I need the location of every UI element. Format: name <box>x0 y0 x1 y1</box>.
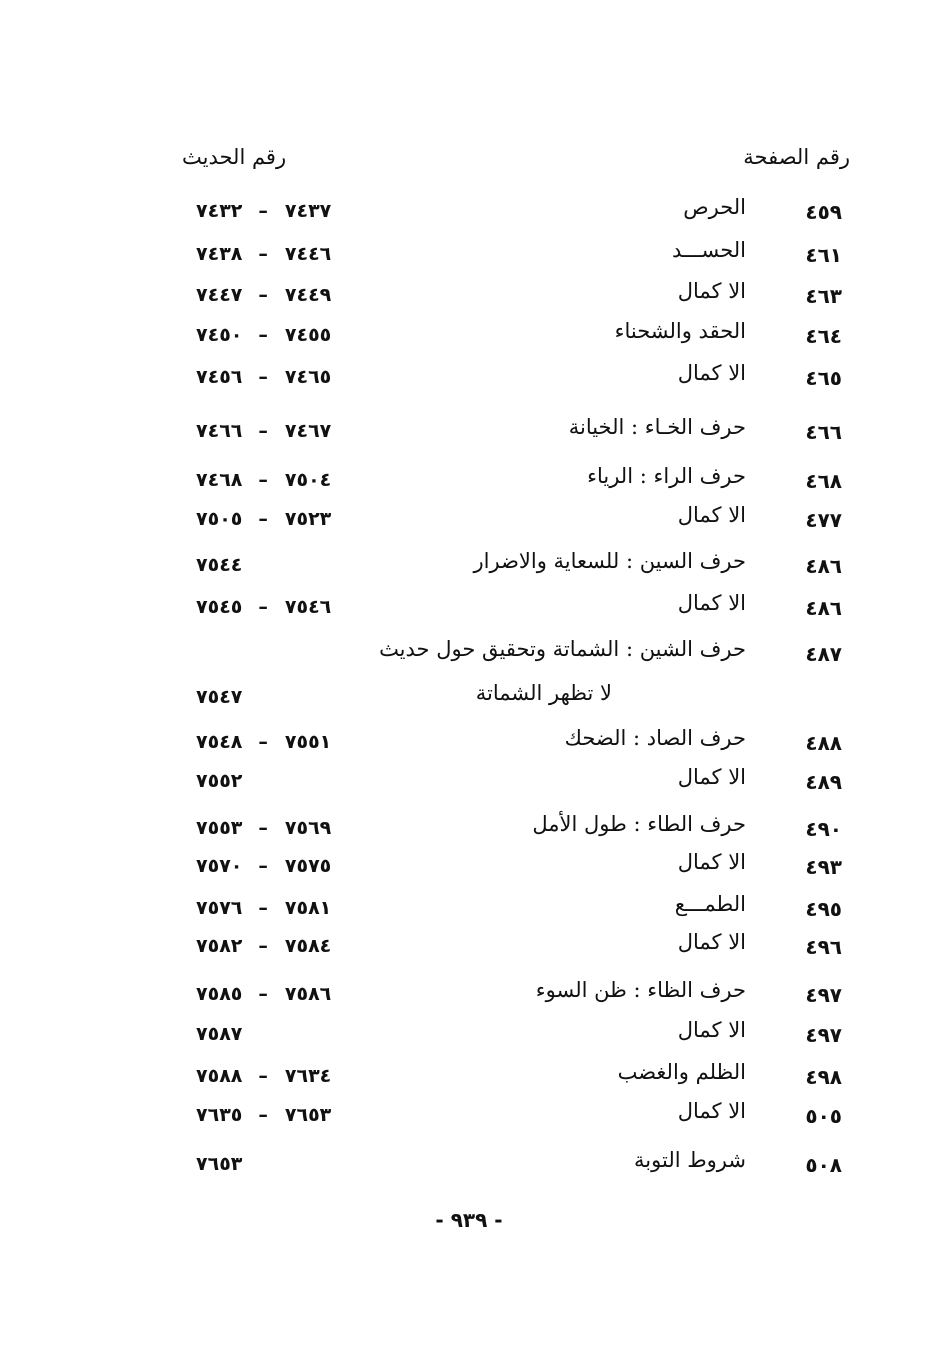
range-dash: – <box>258 469 269 491</box>
index-row <box>0 319 938 358</box>
hadith-range <box>196 200 331 222</box>
range-dash: – <box>258 284 269 306</box>
hadith-range <box>196 324 331 346</box>
hadith-range <box>196 1153 242 1175</box>
hadith-range-start: ٧٥٨٨ <box>196 1065 243 1087</box>
hadith-range-start: ٧٥٠٥ <box>196 508 243 530</box>
page-number: ٤٩٨ <box>805 1065 842 1089</box>
range-dash: – <box>258 596 269 618</box>
hadith-range <box>196 420 331 442</box>
index-row <box>0 1018 938 1057</box>
hadith-range-start: ٧٥٥٢ <box>196 770 243 792</box>
index-row <box>0 978 938 1017</box>
range-dash: – <box>258 935 269 957</box>
hadith-range <box>196 469 331 491</box>
index-row <box>0 503 938 542</box>
page-number: ٤٧٧ <box>805 508 842 532</box>
index-row <box>0 812 938 851</box>
hadith-range <box>196 554 242 576</box>
entry-title: الا كمال <box>677 279 746 303</box>
page-number: ٤٦٨ <box>805 469 842 493</box>
range-dash: – <box>258 817 269 839</box>
page-number: ٤٨٨ <box>805 731 842 755</box>
entry-title: حرف الراء : الرياء <box>587 464 746 488</box>
hadith-range-start: ٧٥٧٦ <box>196 897 243 919</box>
hadith-range-end: ٧٥٤٦ <box>284 596 332 618</box>
entry-title: الحســـد <box>671 238 746 262</box>
entry-title: الا كمال <box>677 765 746 789</box>
hadith-range-end: ٧٤٤٦ <box>284 243 332 265</box>
hadith-range <box>196 596 331 618</box>
hadith-range-end: ٧٥٥١ <box>284 731 332 753</box>
index-row <box>0 279 938 318</box>
hadith-range <box>196 366 331 388</box>
hadith-range-end: ٧٥٠٤ <box>284 469 332 491</box>
hadith-range-end: ٧٥٦٩ <box>284 817 332 839</box>
page-number: ٤٨٦ <box>805 596 842 620</box>
page-number: ٥٠٥ <box>805 1104 842 1128</box>
page-number: ٤٩٧ <box>805 1023 842 1047</box>
hadith-range-start: ٧٥٤٥ <box>196 596 243 618</box>
range-dash: – <box>258 855 269 877</box>
page-number: ٤٨٩ <box>805 770 842 794</box>
hadith-range-end: ٧٦٣٤ <box>284 1065 332 1087</box>
index-row <box>0 726 938 765</box>
entry-title: حرف الخـاء : الخيانة <box>568 415 746 439</box>
index-row <box>0 361 938 400</box>
hadith-range <box>196 897 331 919</box>
hadith-range <box>196 1065 331 1087</box>
hadith-range-start: ٧٤٥٠ <box>196 324 243 346</box>
hadith-range <box>196 508 331 530</box>
hadith-range <box>196 817 331 839</box>
entry-title: لا تظهر الشماتة <box>475 681 612 705</box>
index-row <box>0 681 938 720</box>
hadith-range-end: ٧٥٨٤ <box>284 935 332 957</box>
entry-title: الا كمال <box>677 591 746 615</box>
index-row <box>0 637 938 676</box>
hadith-range-start: ٧٥٨٢ <box>196 935 243 957</box>
hadith-range-end: ٧٤٦٧ <box>284 420 332 442</box>
index-row <box>0 195 938 234</box>
entry-title: حرف الطاء : طول الأمل <box>532 812 746 836</box>
hadith-range-start: ٧٦٣٥ <box>196 1104 243 1126</box>
hadith-range <box>196 1104 331 1126</box>
range-dash: – <box>258 420 269 442</box>
entry-title: الحرص <box>683 195 746 219</box>
hadith-range-start: ٧٥٤٨ <box>196 731 243 753</box>
page-number: ٤٦٦ <box>805 420 842 444</box>
entry-title: حرف الشين : الشماتة وتحقيق حول حديث <box>379 637 746 661</box>
entry-title: الظلم والغضب <box>617 1060 746 1084</box>
entry-title: حرف الظاء : ظن السوء <box>535 978 746 1002</box>
page-number: ٤٩٥ <box>805 897 842 921</box>
range-dash: – <box>258 366 269 388</box>
hadith-range-end: ٧٥٨٦ <box>284 983 332 1005</box>
range-dash: – <box>258 897 269 919</box>
entry-title: الا كمال <box>677 1099 746 1123</box>
hadith-range-start: ٧٥٨٧ <box>196 1023 243 1045</box>
range-dash: – <box>258 1104 269 1126</box>
page-number: ٤٨٧ <box>805 642 842 666</box>
hadith-range-end: ٧٤٣٧ <box>284 200 332 222</box>
entry-title: الطمـــع <box>674 892 746 916</box>
hadith-range <box>196 1023 242 1045</box>
hadith-range <box>196 983 331 1005</box>
range-dash: – <box>258 731 269 753</box>
index-row <box>0 415 938 454</box>
hadith-range-start: ٧٤٦٦ <box>196 420 243 442</box>
range-dash: – <box>258 324 269 346</box>
index-row <box>0 464 938 503</box>
entry-title: الا كمال <box>677 930 746 954</box>
hadith-range-start: ٧٤٤٧ <box>196 284 243 306</box>
hadith-range-end: ٧٤٤٩ <box>284 284 332 306</box>
hadith-range-start: ٧٦٥٣ <box>196 1153 243 1175</box>
index-row <box>0 892 938 931</box>
page-footer-number: - ٩٣٩ - <box>435 1208 503 1232</box>
page-number: ٤٦١ <box>805 243 842 267</box>
hadith-range-start: ٧٤٥٦ <box>196 366 243 388</box>
hadith-range-end: ٧٥٢٣ <box>284 508 332 530</box>
hadith-range-start: ٧٥٤٧ <box>196 686 243 708</box>
hadith-range <box>196 935 331 957</box>
entry-title: الحقد والشحناء <box>614 319 746 343</box>
entry-title: الا كمال <box>677 1018 746 1042</box>
page-number-column-header: رقم الصفحة <box>743 145 850 169</box>
entry-title: الا كمال <box>677 361 746 385</box>
hadith-range-start: ٧٥٤٤ <box>196 554 243 576</box>
index-row <box>0 850 938 889</box>
index-row <box>0 591 938 630</box>
page-number: ٤٩٠ <box>805 817 842 841</box>
hadith-range-start: ٧٥٧٠ <box>196 855 243 877</box>
hadith-range-end: ٧٥٨١ <box>284 897 332 919</box>
entry-title: الا كمال <box>677 850 746 874</box>
index-row <box>0 549 938 588</box>
hadith-range-end: ٧٦٥٣ <box>284 1104 332 1126</box>
page-number: ٥٠٨ <box>805 1153 842 1177</box>
range-dash: – <box>258 983 269 1005</box>
entry-title: حرف السين : للسعاية والاضرار <box>473 549 746 573</box>
index-row <box>0 238 938 277</box>
entry-title: حرف الصاد : الضحك <box>564 726 746 750</box>
page-number: ٤٦٣ <box>805 284 842 308</box>
hadith-range-end: ٧٤٥٥ <box>284 324 332 346</box>
range-dash: – <box>258 508 269 530</box>
hadith-range <box>196 243 331 265</box>
index-row <box>0 1099 938 1138</box>
hadith-range <box>196 686 242 708</box>
page-number: ٤٩٦ <box>805 935 842 959</box>
hadith-range-start: ٧٤٣٢ <box>196 200 243 222</box>
page-number: ٤٩٣ <box>805 855 842 879</box>
entry-title: شروط التوبة <box>634 1148 746 1172</box>
hadith-range-start: ٧٥٥٣ <box>196 817 243 839</box>
page-number: ٤٦٥ <box>805 366 842 390</box>
hadith-number-column-header: رقم الحديث <box>182 145 287 169</box>
hadith-range-end: ٧٥٧٥ <box>284 855 332 877</box>
hadith-range-start: ٧٤٣٨ <box>196 243 243 265</box>
index-row <box>0 1060 938 1099</box>
hadith-range-end: ٧٤٦٥ <box>284 366 332 388</box>
index-row <box>0 930 938 969</box>
entry-title: الا كمال <box>677 503 746 527</box>
page-number: ٤٩٧ <box>805 983 842 1007</box>
hadith-range <box>196 731 331 753</box>
page-number: ٤٦٤ <box>805 324 842 348</box>
range-dash: – <box>258 243 269 265</box>
range-dash: – <box>258 200 269 222</box>
hadith-range <box>196 855 331 877</box>
range-dash: – <box>258 1065 269 1087</box>
hadith-range <box>196 770 242 792</box>
index-row <box>0 765 938 804</box>
hadith-range <box>196 284 331 306</box>
hadith-range-start: ٧٥٨٥ <box>196 983 243 1005</box>
page-number: ٤٥٩ <box>805 200 842 224</box>
page-number: ٤٨٦ <box>805 554 842 578</box>
index-row <box>0 1148 938 1187</box>
hadith-range-start: ٧٤٦٨ <box>196 469 243 491</box>
